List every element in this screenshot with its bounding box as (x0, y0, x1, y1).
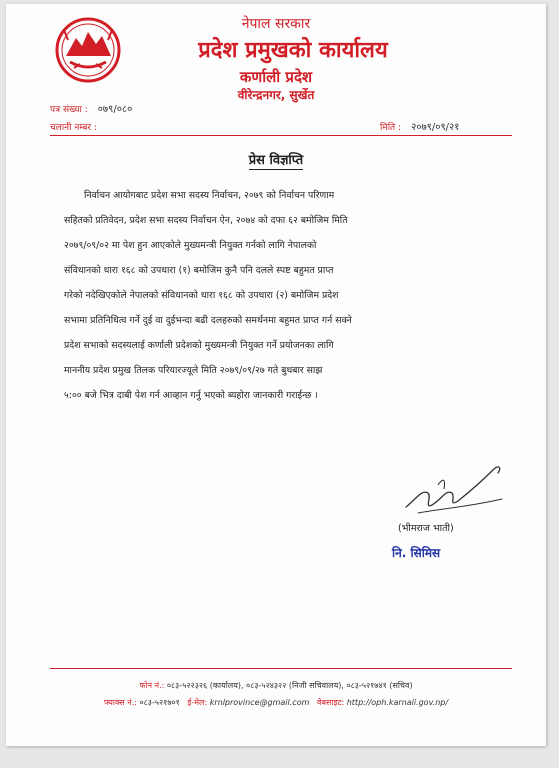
body-line: माननीय प्रदेश प्रमुख तिलक परियारज्यूले मिति २०७९/०९/२७ गते बुधबार साझ (64, 365, 323, 376)
body-line: २०७९/०९/०२ मा पेश हुन आएकोले मुख्यमन्त्री नियुक्त गर्नको लागि नेपालको (64, 240, 317, 251)
body-line: गरेको नदेखिएकोले नेपालको संविधानको धारा १६८ को उपधारा (२) बमोजिम प्रदेश (64, 290, 339, 301)
body-line: निर्वाचन आयोगबाट प्रदेश सभा सदस्य निर्वाचन, २०७९ को निर्वाचन परिणाम (84, 190, 335, 201)
phone-numbers: ०८३-५२२३२६ (कार्यालय), ०८३-५२४३२२ (निजी सचिवालय), ०८३-५२१७४१ (सचिव) (166, 681, 413, 690)
letter-page (6, 4, 546, 746)
phone-label: फोन नं.: (139, 681, 165, 690)
date-value: २०७९/०९/२१ (411, 122, 460, 133)
signatory-name: (भीमराज भाती) (398, 523, 454, 534)
office-address: वीरेन्द्रनगर, सुर्खेत (237, 88, 315, 102)
letter-date (380, 119, 459, 133)
letter-number-label: पत्र संख्या : (50, 105, 88, 115)
office-name: प्रदेश प्रमुखको कार्यालय (198, 38, 388, 63)
website-link[interactable]: http://oph.karnali.gov.np/ (346, 698, 449, 707)
email-link[interactable]: krnlprovince@gmail.com (209, 698, 310, 707)
notice-title: प्रेस विज्ञप्ति (248, 153, 304, 168)
body-line: सभामा प्रतिनिधित्व गर्ने दुई वा दुईभन्दा बढी दलहरुको समर्थनमा बहुमत प्राप्त गर्न सक्ने (64, 315, 352, 326)
website-label: वेबसाइट: (317, 698, 345, 707)
footer-contact (6, 697, 546, 708)
footer-phones (6, 680, 546, 691)
body-line: सहितको प्रतिवेदन, प्रदेश सभा सदस्य निर्वाचन ऐन, २०७४ को दफा ६२ बमोजिम मिति (64, 215, 348, 226)
signatory-title: नि. सिमिस (392, 546, 441, 560)
footer-divider (50, 668, 512, 669)
fax-label: फ्याक्स नं.: (103, 698, 137, 707)
body-line: ५:०० बजे भित्र दाबी पेश गर्न आव्हान गर्नु भएको ब्यहोरा जानकारी गराईन्छ । (64, 390, 318, 401)
header-divider (50, 135, 512, 136)
fax-number: ०८३-५२१७०१ (139, 698, 180, 707)
letter-number (50, 101, 132, 115)
dispatch-number-label: चलानी नम्बर : (50, 123, 97, 133)
body-line: प्रदेश सभाको सदस्यलाई कर्णाली प्रदेशको मुख्यमन्त्री नियुक्त गर्ने प्रयोजनका लागि (64, 340, 334, 351)
handwritten-signature (398, 459, 508, 525)
email-label: ई-मेल: (187, 698, 208, 707)
date-label: मिति : (380, 123, 402, 133)
province-name: कर्णाली प्रदेश (239, 68, 313, 86)
government-name: नेपाल सरकार (241, 16, 311, 32)
dispatch-number (50, 120, 97, 133)
letter-number-value: ०७९/०८० (97, 104, 133, 115)
body-line: संविधानको धारा १६८ को उपधारा (१) बमोजिम कुनै पनि दलले स्पष्ट बहुमत प्राप्त (64, 265, 334, 276)
